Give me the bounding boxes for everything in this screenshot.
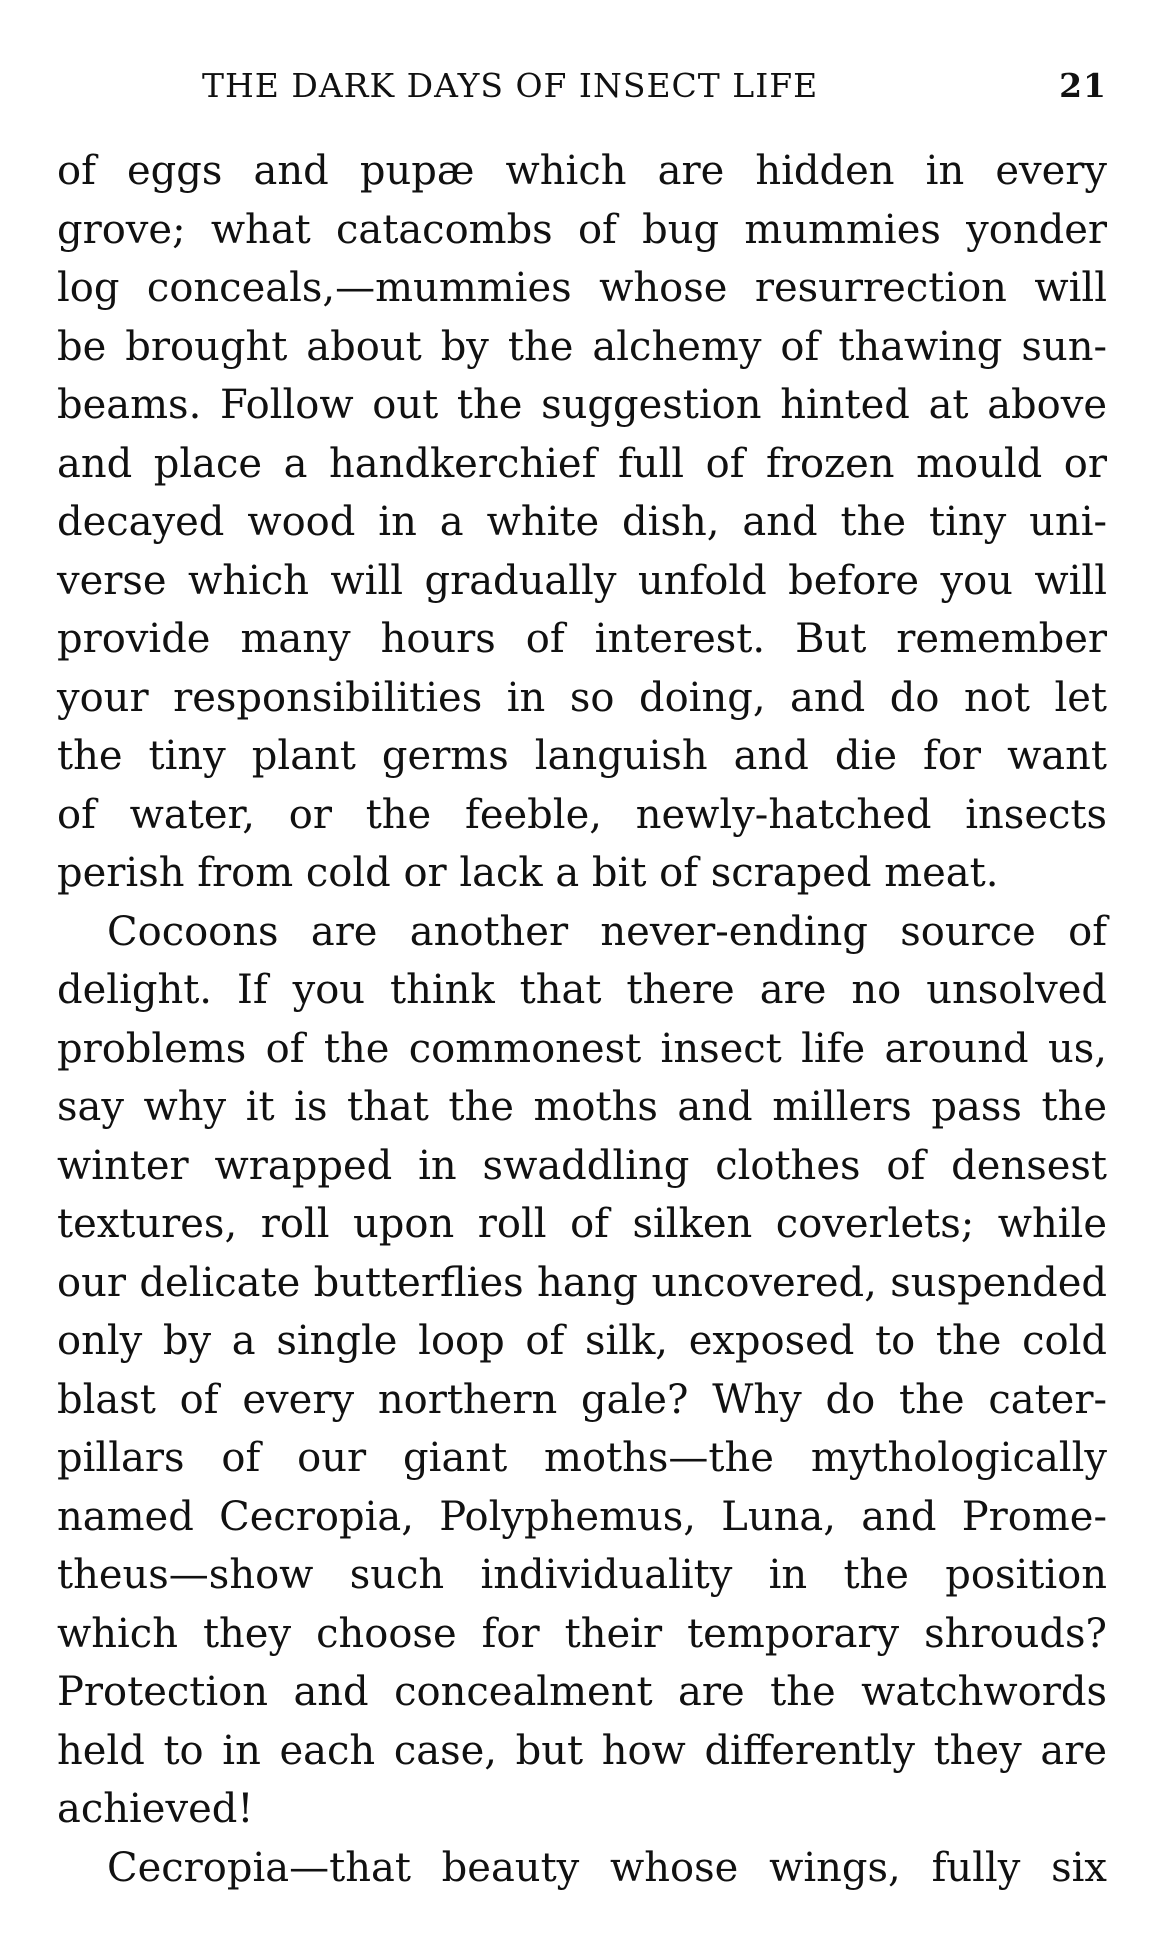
page-number: 21 — [1059, 66, 1107, 105]
text-line: the tiny plant germs languish and die for want — [57, 733, 1107, 779]
text-line: winter wrapped in swaddling clothes of densest — [57, 1142, 1107, 1189]
text-line: held to in each case, but how differently they are — [57, 1727, 1107, 1774]
text-line: problems of the commonest insect life around us, — [57, 1025, 1107, 1072]
text-line: Cecropia—that beauty whose wings, fully six — [107, 1844, 1107, 1891]
text-line: pillars of our giant moths—the mythologically — [57, 1435, 1107, 1481]
text-line: of water, or the feeble, newly-hatched insects — [57, 791, 1107, 838]
text-line: achieved! — [57, 1786, 254, 1832]
text-line: provide many hours of interest. But remember — [57, 616, 1107, 662]
running-header — [57, 58, 1107, 118]
text-line: be brought about by the alchemy of thawing sun- — [57, 323, 1107, 370]
text-line: say why it is that the moths and millers pass the — [57, 1084, 1107, 1130]
text-line: your responsibilities in so doing, and do not let — [57, 674, 1107, 721]
body-text — [57, 142, 1107, 1897]
text-line: Protection and concealment are the watchwords — [57, 1669, 1107, 1715]
text-line: verse which will gradually unfold before you will — [57, 557, 1107, 604]
text-line: decayed wood in a white dish, and the tiny uni- — [57, 499, 1107, 545]
text-line: grove; what catacombs of bug mummies yonder — [57, 206, 1107, 253]
text-line: log conceals,—mummies whose resurrection will — [57, 265, 1107, 311]
text-line: textures, roll upon roll of silken coverlets; while — [57, 1201, 1107, 1247]
text-line: blast of every northern gale? Why do the cater- — [57, 1376, 1107, 1423]
text-line: beams. Follow out the suggestion hinted at above — [57, 382, 1107, 428]
text-line: and place a handkerchief full of frozen mould or — [57, 440, 1107, 487]
text-line: of eggs and pupæ which are hidden in every — [57, 148, 1107, 194]
text-line: named Cecropia, Polyphemus, Luna, and Prome- — [57, 1493, 1107, 1540]
running-title: THE DARK DAYS OF INSECT LIFE — [202, 66, 819, 105]
text-line: delight. If you think that there are no unsolved — [57, 967, 1107, 1013]
text-line: theus—show such individuality in the position — [57, 1552, 1107, 1598]
text-line: which they choose for their temporary shrouds? — [57, 1610, 1107, 1657]
text-line: Cocoons are another never-ending source of — [107, 908, 1107, 955]
text-line: perish from cold or lack a bit of scraped meat. — [57, 850, 999, 896]
text-line: only by a single loop of silk, exposed to the cold — [57, 1318, 1107, 1364]
text-line: our delicate butterflies hang uncovered, suspended — [57, 1259, 1107, 1306]
book-page — [57, 58, 1107, 1897]
